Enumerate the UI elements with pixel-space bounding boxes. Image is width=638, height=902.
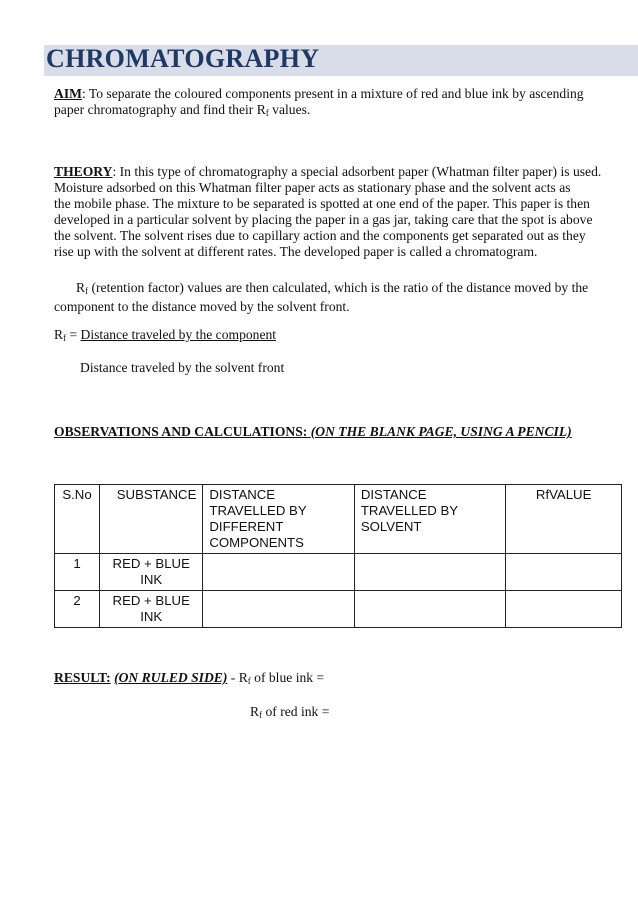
row-1-substance [100,554,203,591]
observations-label: OBSERVATIONS AND CALCULATIONS: [54,424,308,439]
theory-line-6: rise up with the solvent at different rates. The developed paper is called a chromatogram. [54,244,538,259]
row-2-rf-value[interactable] [506,591,622,628]
row-1-distance-components[interactable] [203,554,354,591]
result-dash: - R [227,670,248,685]
rf-line-1: (retention factor) values are then calculated, which is the ratio of the distance moved by the [88,280,589,295]
result-red-r: R [250,704,260,719]
formula-eq: = [66,327,81,342]
formula-numerator: Distance traveled by the component [80,327,277,342]
header-distance-components: DISTANCE TRAVELLED BY DIFFERENT COMPONENTS [203,485,354,554]
aim-text-2b: values. [268,102,311,117]
rf-sub: f [85,286,89,296]
aim-paragraph [54,86,624,121]
observations-heading [54,424,634,440]
aim-text-2a: paper chromatography and find their R [54,102,266,117]
header-substance: SUBSTANCE [100,485,203,554]
formula-numerator-line [54,327,624,346]
page-title: CHROMATOGRAPHY [46,44,320,73]
rf-r: R [76,280,86,295]
aim-text-1: : To separate the coloured components present in a mixture of red and blue ink by ascending [81,86,584,101]
aim-label: AIM [54,86,82,101]
row-1-substance-line-2: INK [140,572,163,587]
header-distance-solvent: DISTANCE TRAVELLED BY SOLVENT [354,485,505,554]
observations-note: (ON THE BLANK PAGE, USING A PENCIL) [310,424,572,439]
theory-line-2: Moisture adsorbed on this Whatman filter paper acts as stationary phase and the solvent acts as [54,180,571,195]
row-2-substance-line-2: INK [140,609,163,624]
result-red-line [250,704,550,723]
theory-line-3: the mobile phase. The mixture to be separated is spotted at one end of the paper. This paper is then [54,196,590,211]
observation-table [54,484,622,628]
header-rf-value: RfVALUE [506,485,622,554]
result-sub: f [247,676,251,686]
theory-line-1: : In this type of chromatography a special adsorbent paper (Whatman filter paper) is used. [112,164,602,179]
theory-paragraph [54,164,624,260]
formula-r: R [54,327,64,342]
row-1-rf-value[interactable] [506,554,622,591]
theory-line-4: developed in a particular solvent by placing the paper in a gas jar, taking care that the spot is above [54,212,593,227]
row-1-sno: 1 [55,554,100,591]
result-note: (ON RULED SIDE) [114,670,228,685]
row-2-sno: 2 [55,591,100,628]
result-line [54,670,624,689]
table-row [55,554,622,591]
table-header-row [55,485,622,554]
rf-line-2: component to the distance moved by the solvent front. [54,299,350,314]
rf-paragraph [54,280,624,315]
theory-label: THEORY [54,164,113,179]
formula-denominator: Distance traveled by the solvent front [80,360,285,375]
row-2-distance-components[interactable] [203,591,354,628]
aim-sub: f [265,108,269,118]
row-1-substance-line-1: RED + BLUE [112,556,190,571]
formula-sub: f [63,333,67,343]
row-2-substance [100,591,203,628]
row-1-distance-solvent[interactable] [354,554,505,591]
result-label: RESULT: [54,670,111,685]
table-row [55,591,622,628]
row-2-substance-line-1: RED + BLUE [112,593,190,608]
result-red: of red ink = [262,704,330,719]
row-2-distance-solvent[interactable] [354,591,505,628]
theory-line-5: the solvent. The solvent rises due to capillary action and the components get separated out as they [54,228,586,243]
header-sno: S.No [55,485,100,554]
result-blue: of blue ink = [250,670,325,685]
result-red-sub: f [259,710,263,720]
